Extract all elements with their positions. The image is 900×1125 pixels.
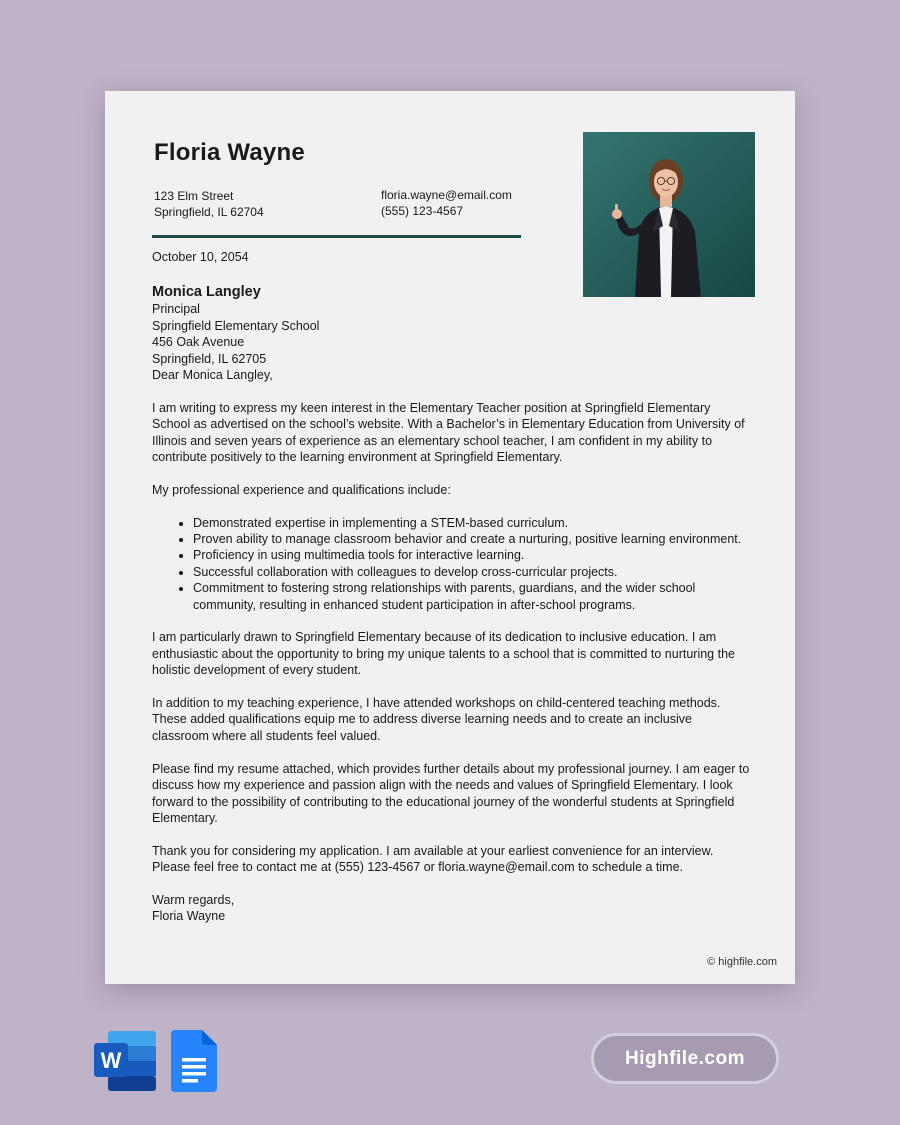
recipient-city: Springfield, IL 62705 bbox=[152, 351, 267, 366]
paragraph-thanks: Thank you for considering my application. I am available at your earliest convenience for an interview. Please feel free to contact me at (555) 123-4567 or floria.wayne@email.com to schedule a time. bbox=[152, 843, 714, 875]
sender-email: floria.wayne@email.com bbox=[381, 188, 512, 202]
recipient-street: 456 Oak Avenue bbox=[152, 335, 245, 350]
recipient-school: Springfield Elementary School bbox=[152, 318, 320, 333]
closing: Warm regards, bbox=[152, 892, 235, 907]
recipient-name: Monica Langley bbox=[152, 284, 261, 301]
paragraph-intro: I am writing to express my keen interest in the Elementary Teacher position at Springfield Elementary School as advertised on the school’s website. With a Bachelor’s in Elementary Education from University of Illinois and seven years of experience as an elementary school teacher, I am confident in my ability to contribute positively to the learning environment at Springfield Elementary. bbox=[152, 400, 745, 465]
signature: Floria Wayne bbox=[152, 909, 226, 924]
address-line-1: 123 Elm Street bbox=[154, 189, 234, 203]
letter-body bbox=[152, 249, 752, 925]
microsoft-word-icon[interactable] bbox=[94, 1031, 158, 1091]
list-item: • Demonstrated expertise in implementing a STEM-based curriculum. bbox=[193, 515, 752, 531]
list-item: • Proven ability to manage classroom behavior and create a nurturing, positive learning environment. bbox=[193, 531, 752, 547]
google-docs-icon[interactable] bbox=[171, 1030, 217, 1092]
sender-address bbox=[154, 188, 264, 220]
list-item: • Successful collaboration with colleagues to develop cross-curricular projects. bbox=[193, 564, 752, 580]
paragraph-motivation: I am particularly drawn to Springfield Elementary because of its dedication to inclusive education. I am enthusiastic about the opportunity to bring my unique talents to a school that is committed to nurturing the holistic development of every student. bbox=[152, 630, 735, 678]
highfile-brand-badge[interactable]: Highfile.com bbox=[591, 1033, 779, 1084]
word-icon-letter: W bbox=[100, 1048, 122, 1073]
letter-date: October 10, 2054 bbox=[152, 250, 249, 264]
list-item: • Proficiency in using multimedia tools for interactive learning. bbox=[193, 547, 752, 563]
cover-letter-page bbox=[105, 91, 795, 984]
paragraph-additional: In addition to my teaching experience, I have attended workshops on child-centered teaching methods. These added qualifications equip me to address diverse learning needs and to create an inclusive classroom where all students feel valued. bbox=[152, 696, 721, 743]
sender-phone: (555) 123-4567 bbox=[381, 204, 464, 218]
salutation: Dear Monica Langley, bbox=[152, 368, 273, 383]
sender-contact bbox=[381, 187, 512, 219]
address-line-2: Springfield, IL 62704 bbox=[154, 205, 264, 219]
qualifications-intro: My professional experience and qualifications include: bbox=[152, 482, 451, 497]
qualifications-list bbox=[152, 515, 752, 613]
copyright-notice: © highfile.com bbox=[707, 956, 777, 968]
recipient-title: Principal bbox=[152, 302, 200, 317]
paragraph-resume: Please find my resume attached, which provides further details about my professional journey. I am eager to discuss how my experience and passion align with the needs and values of Springfield Elementary. I look forward to the possibility of contributing to the educational journey of the wonderful students at Springfield Elementary. bbox=[152, 761, 750, 825]
list-item: • Commitment to fostering strong relationships with parents, guardians, and the wider school community, resulting in enhanced student participation in after-school programs. bbox=[193, 580, 752, 613]
header-divider bbox=[152, 235, 521, 238]
sender-name: Floria Wayne bbox=[154, 139, 305, 166]
